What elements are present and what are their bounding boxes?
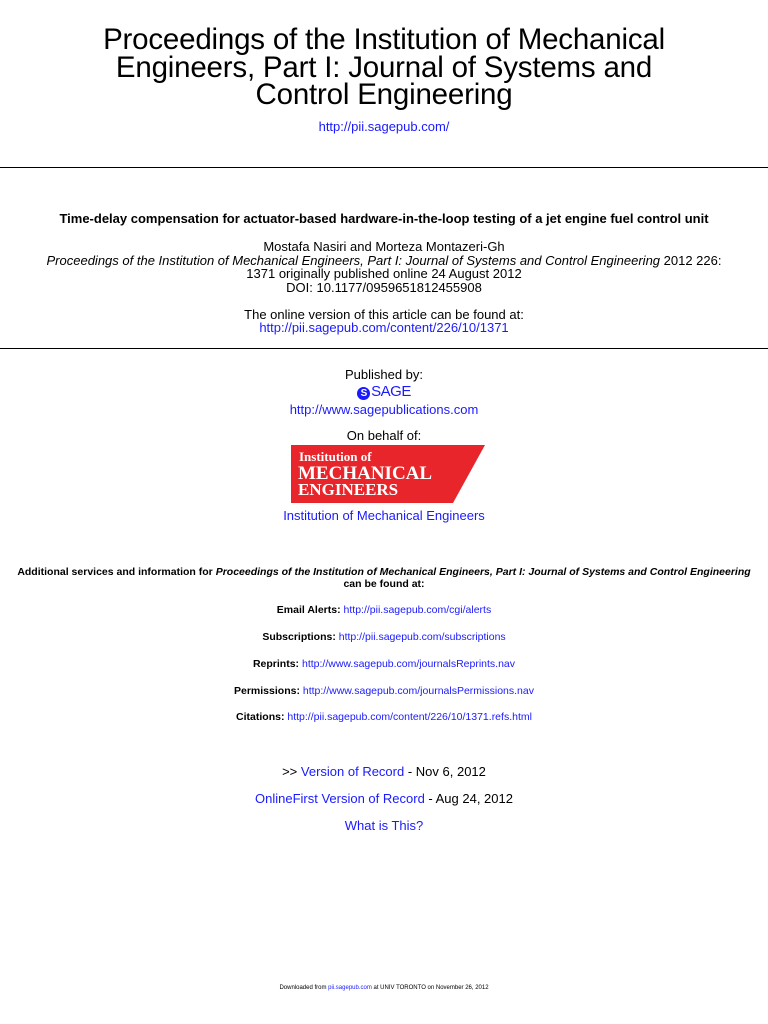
article-authors: Mostafa Nasiri and Morteza Montazeri-Gh [263, 239, 505, 254]
sage-url-row [0, 402, 768, 417]
what-is-this-link[interactable]: What is This? [344, 818, 424, 833]
citation-pages: 1371 originally published online 24 August 2012 [246, 266, 522, 281]
onlinefirst-date: - Aug 24, 2012 [424, 791, 513, 806]
citation-volume: 2012 226: [660, 253, 722, 268]
journal-title-line1: Proceedings of the Institution of Mechanical [103, 23, 665, 56]
footer-suffix: at UNIV TORONTO on November 26, 2012 [371, 985, 489, 991]
article-title: Time-delay compensation for actuator-based hardware-in-the-loop testing of a jet engine fuel control unit [59, 211, 709, 226]
permissions-label: Permissions: [234, 685, 300, 697]
subscriptions-link[interactable]: http://pii.sagepub.com/subscriptions [338, 631, 506, 643]
divider-middle [0, 348, 768, 349]
email-alerts-label: Email Alerts: [276, 604, 341, 616]
divider-top [0, 167, 768, 168]
services-journal: Proceedings of the Institution of Mechanical Engineers, Part I: Journal of Systems and Control Engineering [215, 566, 751, 578]
services-intro: Additional services and information for [17, 566, 216, 578]
service-citations [0, 711, 768, 723]
onlinefirst-row [0, 791, 768, 806]
footer-link[interactable]: pii.sagepub.com [328, 985, 372, 991]
imeche-logo[interactable] [291, 445, 485, 503]
sage-logo-text: SAGE [371, 383, 411, 400]
online-version-row [0, 321, 768, 335]
permissions-link[interactable]: http://www.sagepub.com/journalsPermissions.nav [302, 685, 534, 697]
services-suffix: can be found at: [343, 577, 425, 590]
journal-title-line2: Engineers, Part I: Journal of Systems and [115, 50, 653, 84]
imeche-link[interactable]: Institution of Mechanical Engineers [283, 508, 485, 523]
on-behalf-label: On behalf of: [346, 428, 422, 443]
service-email-alerts [0, 604, 768, 616]
what-is-this-row [0, 818, 768, 833]
version-of-record-link[interactable]: Version of Record [300, 764, 405, 779]
citation-journal: Proceedings of the Institution of Mechanical Engineers, Part I: Journal of Systems and Control Engineering [46, 253, 661, 268]
download-footer [0, 985, 768, 991]
version-arrow: >> [282, 764, 301, 779]
services-heading [0, 567, 768, 590]
citations-label: Citations: [236, 711, 285, 723]
sage-logo[interactable] [0, 383, 768, 400]
version-of-record-date: - Nov 6, 2012 [404, 764, 486, 779]
footer-prefix: Downloaded from [279, 985, 329, 991]
journal-title-line3: Control Engineering [255, 78, 513, 111]
journal-url-link[interactable]: http://pii.sagepub.com/ [318, 119, 450, 134]
article-doi: DOI: 10.1177/0959651812455908 [286, 280, 482, 295]
imeche-logo-line2: MECHANICAL [298, 463, 433, 484]
online-version-link[interactable]: http://pii.sagepub.com/content/226/10/1371 [259, 320, 509, 335]
onlinefirst-link[interactable]: OnlineFirst Version of Record [255, 791, 425, 806]
service-reprints [0, 658, 768, 670]
published-by-label: Published by: [344, 367, 424, 382]
online-version-label: The online version of this article can be found at: [244, 307, 524, 322]
sage-url-link[interactable]: http://www.sagepublications.com [289, 402, 479, 417]
imeche-logo-line3: ENGINEERS [298, 480, 399, 499]
subscriptions-label: Subscriptions: [262, 631, 336, 643]
journal-url-row [0, 119, 768, 134]
service-subscriptions [0, 631, 768, 643]
citations-link[interactable]: http://pii.sagepub.com/content/226/10/1371.refs.html [287, 711, 532, 723]
reprints-link[interactable]: http://www.sagepub.com/journalsReprints.nav [301, 658, 516, 670]
journal-title [0, 23, 768, 111]
email-alerts-link[interactable]: http://pii.sagepub.com/cgi/alerts [343, 604, 492, 616]
imeche-logo-line1: Institution of [299, 449, 372, 464]
sage-logo-icon: S [357, 387, 370, 400]
imeche-url-row [0, 508, 768, 523]
reprints-label: Reprints: [252, 658, 300, 670]
version-of-record-row [0, 764, 768, 779]
service-permissions [0, 685, 768, 697]
